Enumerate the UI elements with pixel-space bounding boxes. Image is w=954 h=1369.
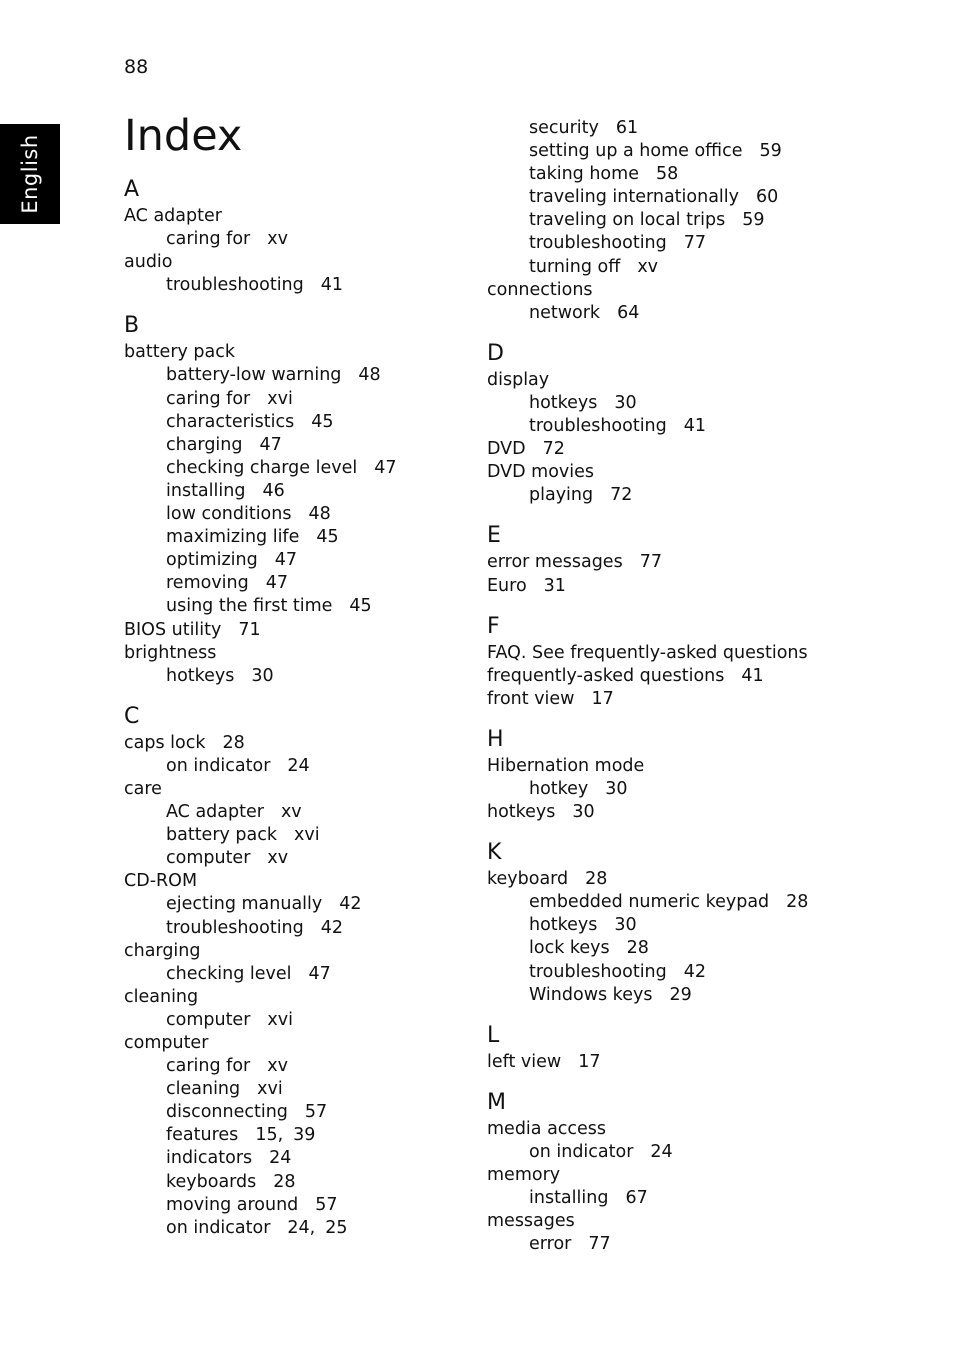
index-subentry — [487, 484, 907, 507]
index-subentry — [487, 961, 907, 984]
page-reference: 29 — [669, 984, 692, 1005]
index-term: on indicator — [166, 1217, 271, 1238]
index-term: error messages — [487, 552, 623, 573]
index-term: hotkeys — [166, 665, 235, 686]
page-reference: 24 — [287, 755, 310, 776]
index-subentry — [487, 891, 907, 914]
page-reference: 58 — [655, 164, 679, 185]
index-subentry — [487, 415, 907, 438]
page-reference: 24, — [287, 1217, 316, 1238]
index-term: AC adapter — [124, 206, 222, 226]
page-reference: 47 — [374, 457, 397, 478]
index-term: caring for — [166, 388, 251, 409]
index-subentry — [487, 392, 907, 415]
section-letter: F — [487, 613, 500, 639]
page-reference: 48 — [308, 504, 331, 525]
index-subentry — [487, 914, 907, 937]
index-subentry — [124, 1078, 544, 1101]
language-tab — [0, 124, 60, 224]
index-entry — [124, 341, 544, 364]
index-entry — [124, 940, 544, 963]
index-section — [487, 612, 907, 711]
index-section — [487, 838, 907, 1007]
section-letter: K — [487, 840, 502, 866]
index-subentry — [124, 274, 544, 297]
index-entry — [487, 1051, 907, 1074]
index-term: turning off — [529, 256, 621, 277]
index-entry — [124, 986, 544, 1009]
index-subentry — [487, 140, 907, 163]
index-term: DVD movies — [487, 462, 595, 483]
page-reference: 47 — [274, 550, 297, 571]
page-reference: 67 — [625, 1188, 648, 1209]
index-term: maximizing life — [166, 527, 300, 548]
index-subentry — [124, 1009, 544, 1032]
index-entry — [487, 1118, 907, 1141]
index-term: messages — [487, 1211, 575, 1232]
index-term: hotkey — [529, 778, 589, 799]
index-term: checking level — [166, 963, 292, 984]
index-subentry — [124, 755, 544, 778]
page-reference: 42 — [683, 961, 707, 982]
page-reference: xvi — [267, 1009, 293, 1030]
index-section — [124, 702, 544, 1240]
index-term: cleaning — [166, 1079, 241, 1100]
index-term: removing — [166, 573, 249, 594]
section-letter: B — [124, 313, 140, 339]
index-term: hotkeys — [529, 915, 598, 936]
index-entry — [124, 251, 544, 274]
section-letter: A — [124, 177, 140, 202]
index-term: brightness — [124, 642, 217, 663]
index-subentry — [124, 1194, 544, 1217]
index-term: disconnecting — [166, 1102, 288, 1123]
index-entry — [124, 619, 544, 642]
page-title: Index — [124, 111, 243, 161]
index-entry — [487, 438, 907, 461]
index-term: caps lock — [124, 732, 206, 753]
page-reference: 47 — [308, 963, 331, 984]
page-reference: 47 — [265, 573, 289, 594]
index-subentry — [124, 572, 544, 595]
index-term: optimizing — [166, 550, 258, 571]
page-reference: xv — [267, 848, 289, 869]
index-entry — [487, 461, 907, 484]
index-term: Hibernation mode — [487, 755, 645, 776]
section-letter: L — [487, 1022, 500, 1048]
index-subentry — [487, 256, 907, 279]
page-reference: 25 — [325, 1217, 348, 1238]
index-entry — [487, 665, 907, 688]
index-term: audio — [124, 252, 173, 273]
index-subentry — [487, 778, 907, 801]
index-subentry — [124, 1101, 544, 1124]
index-term: indicators — [166, 1148, 253, 1169]
index-subentry — [124, 457, 544, 480]
index-subentry — [124, 1171, 544, 1194]
page-reference: 47 — [259, 434, 282, 455]
page-reference: 42 — [339, 894, 362, 915]
page-reference: 45 — [311, 411, 334, 432]
index-term: troubleshooting — [166, 275, 304, 296]
index-term: characteristics — [166, 411, 295, 432]
page-reference: 77 — [683, 233, 707, 254]
index-subentry — [487, 209, 907, 232]
index-subentry — [124, 665, 544, 688]
index-term: AC adapter — [166, 802, 264, 823]
index-section — [487, 521, 907, 597]
index-subentry — [124, 526, 544, 549]
index-subentry — [487, 163, 907, 186]
index-term: setting up a home office — [529, 141, 743, 162]
index-term: front view — [487, 688, 575, 709]
page-reference: 46 — [262, 480, 285, 501]
page-reference: 17 — [578, 1051, 601, 1072]
page-reference: 15, — [255, 1125, 284, 1146]
index-term: keyboards — [166, 1171, 257, 1192]
index-term: hotkeys — [487, 802, 556, 823]
page-reference: 30 — [572, 802, 595, 823]
page-reference: 31 — [543, 575, 566, 596]
index-term: CD-ROM — [124, 871, 198, 892]
index-term: frequently-asked questions — [487, 665, 725, 686]
page-reference: xv — [267, 1056, 288, 1077]
index-term: ejecting manually — [166, 894, 323, 915]
index-entry — [487, 1210, 907, 1233]
index-section — [487, 117, 907, 325]
index-term: on indicator — [166, 755, 271, 776]
page-reference: 48 — [358, 365, 381, 386]
index-term: Euro — [487, 575, 527, 596]
page-reference: 77 — [639, 552, 662, 573]
index-term: keyboard — [487, 869, 569, 890]
index-term: FAQ. See frequently-asked questions — [487, 642, 808, 663]
section-letter: H — [487, 726, 504, 752]
index-term: troubleshooting — [529, 233, 667, 254]
index-term: cleaning — [124, 986, 199, 1007]
page-reference: 77 — [588, 1234, 611, 1255]
index-subentry — [487, 117, 907, 140]
index-term: low conditions — [166, 504, 292, 525]
index-subentry — [487, 1233, 907, 1256]
index-entry — [124, 642, 544, 665]
index-entry — [487, 279, 907, 302]
page-reference: 61 — [615, 118, 639, 138]
index-term: taking home — [529, 164, 639, 185]
index-term: troubleshooting — [529, 416, 667, 437]
index-term: using the first time — [166, 596, 333, 617]
index-term: traveling internationally — [529, 187, 739, 208]
page-reference: 59 — [759, 141, 782, 162]
index-subentry — [124, 847, 544, 870]
index-subentry — [124, 893, 544, 916]
page-reference: 59 — [742, 210, 765, 231]
page-reference: 24 — [269, 1148, 292, 1169]
index-term: caring for — [166, 1056, 251, 1077]
index-subentry — [124, 364, 544, 387]
index-term: battery-low warning — [166, 365, 342, 386]
index-entry — [487, 1164, 907, 1187]
index-section — [124, 175, 544, 297]
page-reference: xvi — [257, 1079, 283, 1100]
page-reference: 30 — [605, 778, 628, 799]
index-term: features — [166, 1125, 239, 1146]
page-reference: xv — [637, 256, 659, 277]
index-term: installing — [166, 480, 246, 501]
page-reference: 30 — [614, 392, 637, 413]
index-term: troubleshooting — [529, 961, 667, 982]
index-subentry — [124, 411, 544, 434]
page-reference: 28 — [273, 1171, 296, 1192]
index-subentry — [487, 1187, 907, 1210]
page-reference: 64 — [617, 302, 640, 323]
index-subentry — [124, 963, 544, 986]
index-subentry — [124, 388, 544, 411]
index-entry — [124, 205, 544, 228]
index-term: charging — [166, 434, 243, 455]
index-entry — [487, 801, 907, 824]
index-subentry — [487, 302, 907, 325]
index-subentry — [124, 503, 544, 526]
section-letter: D — [487, 340, 504, 366]
index-entry — [487, 755, 907, 778]
page-reference: 30 — [251, 665, 274, 686]
page-reference: xvi — [294, 825, 320, 846]
index-term: moving around — [166, 1194, 299, 1215]
page-reference: 45 — [349, 596, 372, 617]
page-reference: xvi — [267, 388, 293, 409]
index-subentry — [124, 1124, 544, 1147]
index-section — [487, 339, 907, 508]
page-reference: 28 — [222, 732, 245, 753]
index-subentry — [124, 480, 544, 503]
index-entry — [124, 1032, 544, 1055]
index-term: battery pack — [166, 825, 278, 846]
page-reference: 72 — [610, 485, 633, 506]
index-subentry — [124, 595, 544, 618]
index-section — [487, 1021, 907, 1074]
page-number: 88 — [124, 56, 149, 78]
page-reference: 17 — [591, 688, 614, 709]
index-term: traveling on local trips — [529, 210, 726, 231]
index-term: network — [529, 302, 601, 323]
index-term: battery pack — [124, 342, 236, 363]
index-subentry — [124, 1147, 544, 1170]
index-term: lock keys — [529, 938, 610, 959]
page-reference: 57 — [315, 1194, 338, 1215]
page-reference: 28 — [626, 938, 649, 959]
index-term: Windows keys — [529, 984, 653, 1005]
index-section — [487, 725, 907, 824]
index-term: computer — [166, 1009, 251, 1030]
index-term: display — [487, 369, 550, 390]
index-term: error — [529, 1234, 572, 1255]
index-subentry — [487, 984, 907, 1007]
index-entry — [124, 870, 544, 893]
section-letter: C — [124, 703, 140, 729]
index-term: installing — [529, 1188, 609, 1209]
index-term: security — [529, 118, 599, 138]
page-reference: 28 — [786, 892, 809, 913]
index-subentry — [487, 937, 907, 960]
language-tab-label: English — [18, 134, 42, 214]
page-reference: 57 — [304, 1102, 328, 1123]
index-subentry — [487, 1141, 907, 1164]
page-reference: xv — [267, 229, 288, 250]
index-term: hotkeys — [529, 392, 598, 413]
index-entry — [487, 551, 907, 574]
index-subentry — [124, 228, 544, 251]
index-subentry — [124, 1217, 544, 1240]
index-term: charging — [124, 940, 201, 961]
index-term: on indicator — [529, 1141, 634, 1162]
section-letter: M — [487, 1089, 506, 1115]
index-subentry — [124, 434, 544, 460]
page-reference: 30 — [614, 915, 637, 936]
index-entry — [487, 369, 907, 392]
index-term: media access — [487, 1118, 607, 1139]
index-entry — [487, 688, 907, 711]
page-reference: 39 — [293, 1125, 316, 1146]
index-term: playing — [529, 485, 594, 506]
index-subentry — [487, 186, 907, 209]
index-entry — [487, 642, 907, 665]
index-subentry — [124, 1055, 544, 1078]
page-reference: xv — [280, 802, 302, 823]
index-term: connections — [487, 279, 593, 300]
index-term: embedded numeric keypad — [529, 892, 770, 913]
index-term: computer — [124, 1033, 209, 1053]
index-column-right — [487, 117, 907, 1270]
index-term: BIOS utility — [124, 619, 222, 640]
section-letter: E — [487, 523, 501, 549]
page-reference: 71 — [238, 619, 261, 640]
index-subentry — [124, 824, 544, 847]
index-section — [124, 311, 544, 687]
index-term: left view — [487, 1051, 562, 1072]
page-reference: 60 — [756, 187, 779, 208]
page-reference: 45 — [316, 527, 339, 548]
index-entry — [487, 868, 907, 891]
page-reference: 24 — [650, 1141, 673, 1162]
index-term: computer — [166, 848, 251, 869]
index-subentry — [124, 549, 544, 572]
index-entry — [487, 575, 907, 598]
index-term: caring for — [166, 229, 251, 250]
index-entry — [124, 778, 544, 801]
index-subentry — [124, 801, 544, 824]
page-reference: 41 — [320, 275, 344, 296]
index-subentry — [124, 917, 544, 940]
index-section — [487, 1088, 907, 1257]
index-term: DVD — [487, 439, 526, 460]
page-reference: 42 — [320, 917, 344, 938]
index-entry — [124, 732, 544, 755]
page-reference: 41 — [741, 665, 764, 686]
index-column-left — [124, 175, 544, 1254]
index-term: care — [124, 778, 162, 799]
index-term: troubleshooting — [166, 917, 304, 938]
index-subentry — [487, 232, 907, 255]
index-term: memory — [487, 1165, 561, 1185]
page-reference: 72 — [542, 439, 565, 460]
page-reference: 28 — [585, 869, 608, 890]
page-reference: 41 — [683, 416, 707, 437]
index-term: checking charge level — [166, 457, 358, 478]
